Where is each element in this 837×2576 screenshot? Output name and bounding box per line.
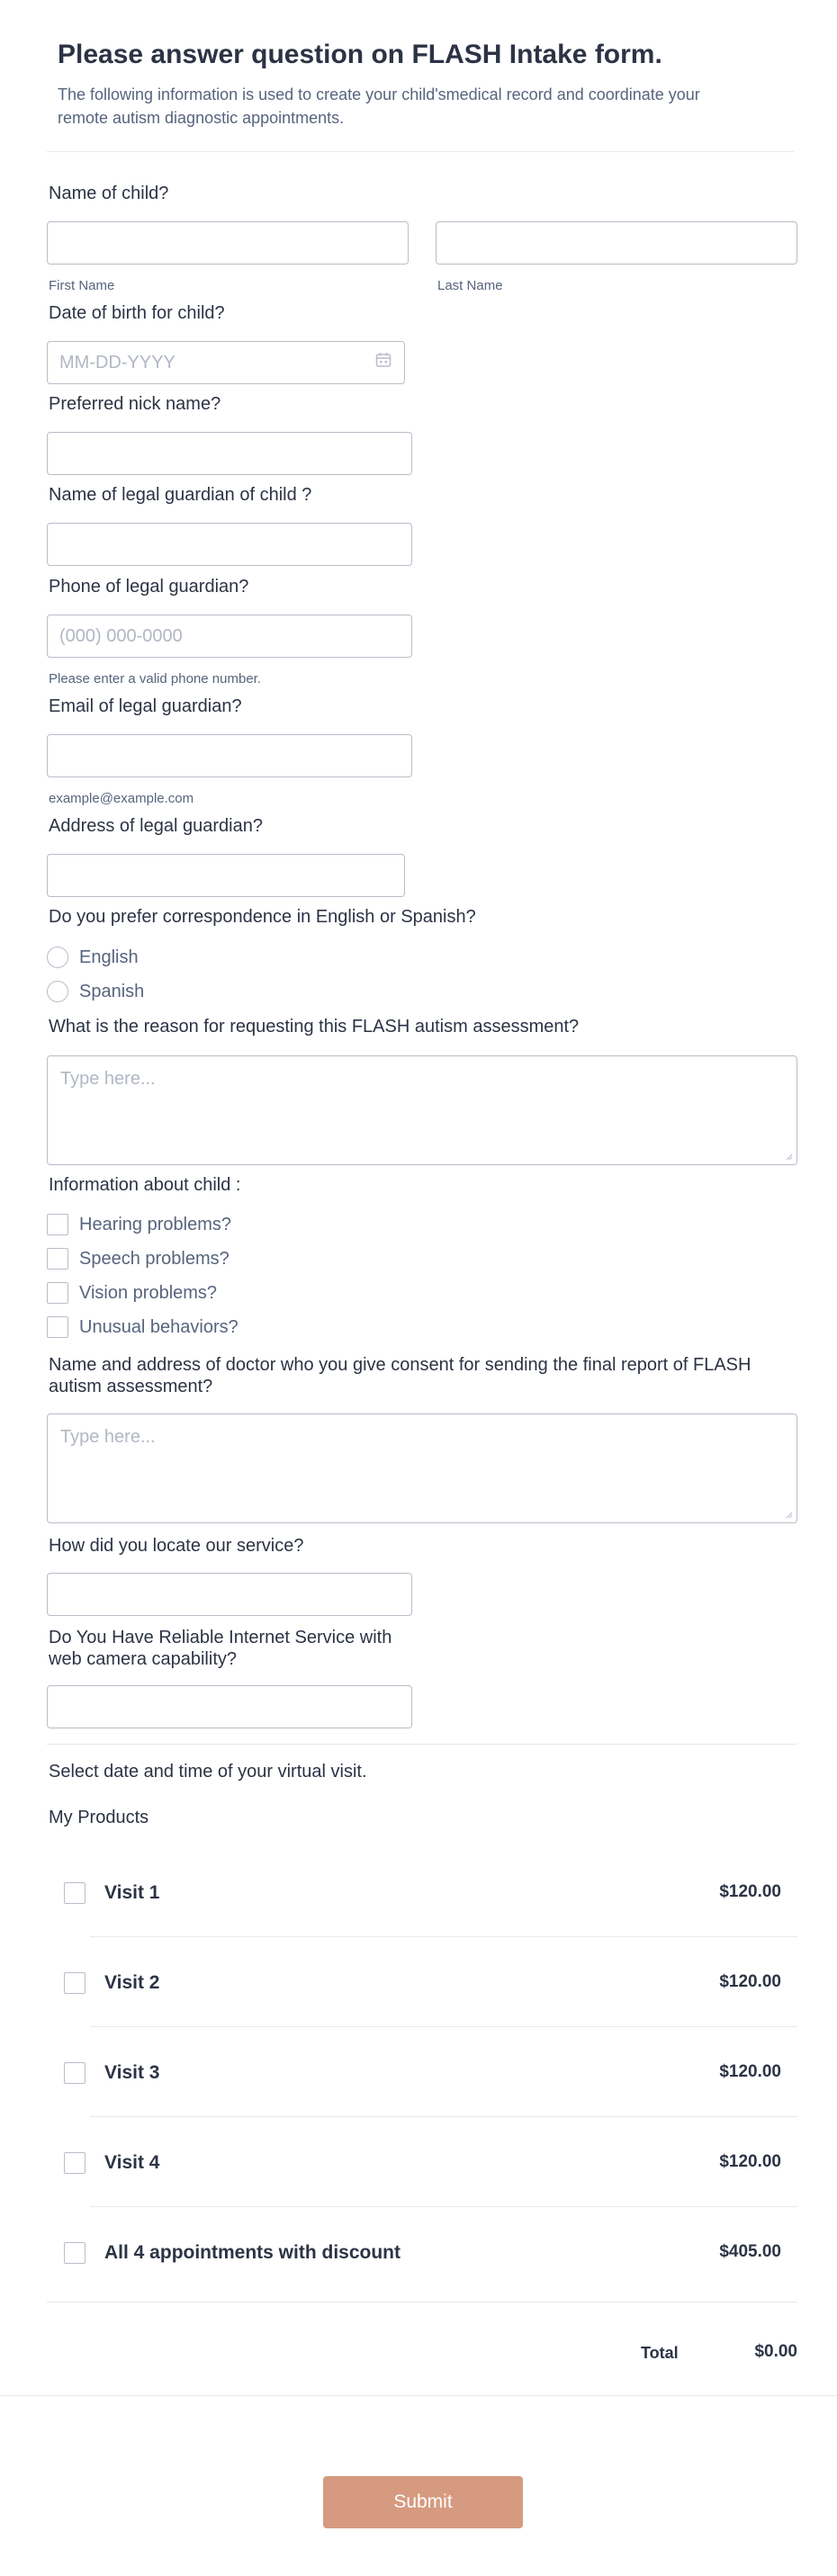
product-checkbox-visit-3[interactable]	[64, 2062, 86, 2084]
hearing-label[interactable]: Hearing problems?	[79, 1215, 231, 1234]
doctor-placeholder: Type here...	[60, 1427, 156, 1447]
product-name: Visit 3	[104, 2062, 160, 2083]
hearing-checkbox[interactable]	[47, 1214, 68, 1235]
reason-textarea[interactable]	[47, 1055, 797, 1165]
product-divider	[90, 2206, 797, 2207]
child-name-label: Name of child?	[49, 184, 169, 203]
product-divider	[90, 2026, 797, 2027]
reason-label: What is the reason for requesting this FLASH autism assessment?	[49, 1017, 580, 1037]
child-info-label: Information about child :	[49, 1175, 241, 1195]
last-name-sublabel: Last Name	[437, 278, 503, 293]
speech-checkbox[interactable]	[47, 1248, 68, 1270]
product-name: Visit 2	[104, 1972, 160, 1993]
behaviors-label[interactable]: Unusual behaviors?	[79, 1317, 238, 1337]
product-checkbox-visit-1[interactable]	[64, 1882, 86, 1904]
product-checkbox-visit-4[interactable]	[64, 2152, 86, 2174]
guardian-email-label: Email of legal guardian?	[49, 696, 242, 716]
doctor-textarea[interactable]	[47, 1414, 797, 1523]
first-name-sublabel: First Name	[49, 278, 115, 293]
guardian-phone-input[interactable]: (000) 000-0000	[47, 615, 412, 658]
nickname-label: Preferred nick name?	[49, 394, 221, 414]
product-name: All 4 appointments with discount	[104, 2242, 401, 2263]
spanish-label[interactable]: Spanish	[79, 982, 145, 1001]
speech-label[interactable]: Speech problems?	[79, 1249, 230, 1269]
english-label[interactable]: English	[79, 947, 139, 967]
header-divider	[47, 151, 794, 152]
product-name: Visit 4	[104, 2152, 160, 2173]
total-value: $0.00	[754, 2342, 797, 2361]
product-price: $120.00	[719, 2152, 781, 2171]
dob-input[interactable]	[47, 341, 405, 384]
product-price: $120.00	[719, 2062, 781, 2081]
english-radio[interactable]	[47, 947, 68, 968]
resize-handle-icon[interactable]	[784, 1152, 793, 1161]
product-price: $120.00	[719, 1972, 781, 1991]
guardian-name-label: Name of legal guardian of child ?	[49, 485, 312, 505]
locate-label: How did you locate our service?	[49, 1536, 304, 1556]
submit-button[interactable]: Submit	[323, 2476, 523, 2528]
product-divider	[90, 1936, 797, 1937]
products-heading: My Products	[49, 1808, 149, 1827]
guardian-address-input[interactable]	[47, 854, 405, 897]
email-sublabel: example@example.com	[49, 791, 194, 806]
phone-sublabel: Please enter a valid phone number.	[49, 671, 261, 687]
resize-handle-icon[interactable]	[784, 1510, 793, 1519]
section-divider	[47, 1744, 797, 1745]
guardian-address-label: Address of legal guardian?	[49, 816, 263, 836]
product-checkbox-visit-2[interactable]	[64, 1972, 86, 1994]
calendar-icon[interactable]	[375, 352, 392, 373]
guardian-email-input[interactable]	[47, 734, 412, 777]
dob-placeholder: MM-DD-YYYY	[59, 352, 176, 372]
page-title: Please answer question on FLASH Intake form.	[58, 40, 662, 69]
page-subtitle: The following information is used to create your child'smedical record and coordinate your remote autism diagnostic appointments.	[58, 85, 700, 127]
product-checkbox-all-4[interactable]	[64, 2242, 86, 2264]
guardian-name-input[interactable]	[47, 523, 412, 566]
language-label: Do you prefer correspondence in English or Spanish?	[49, 907, 476, 927]
reason-placeholder: Type here...	[60, 1069, 156, 1089]
product-price: $405.00	[719, 2242, 781, 2261]
vision-label[interactable]: Vision problems?	[79, 1283, 218, 1303]
internet-input[interactable]	[47, 1685, 412, 1728]
behaviors-checkbox[interactable]	[47, 1316, 68, 1338]
total-label: Total	[641, 2344, 679, 2362]
footer-divider	[0, 2395, 837, 2396]
guardian-phone-label: Phone of legal guardian?	[49, 577, 249, 597]
product-price: $120.00	[719, 1882, 781, 1901]
dob-label: Date of birth for child?	[49, 303, 225, 323]
doctor-label: Name and address of doctor who you give consent for sending the final report of FLASH autism assessment?	[49, 1355, 752, 1396]
visit-label: Select date and time of your virtual visit.	[49, 1762, 367, 1782]
product-divider	[90, 2116, 797, 2117]
nickname-input[interactable]	[47, 432, 412, 475]
internet-label: Do You Have Reliable Internet Service with web camera capability?	[49, 1628, 392, 1669]
last-name-input[interactable]	[436, 221, 797, 265]
vision-checkbox[interactable]	[47, 1282, 68, 1304]
product-name: Visit 1	[104, 1882, 160, 1903]
locate-input[interactable]	[47, 1573, 412, 1616]
first-name-input[interactable]	[47, 221, 409, 265]
spanish-radio[interactable]	[47, 981, 68, 1002]
